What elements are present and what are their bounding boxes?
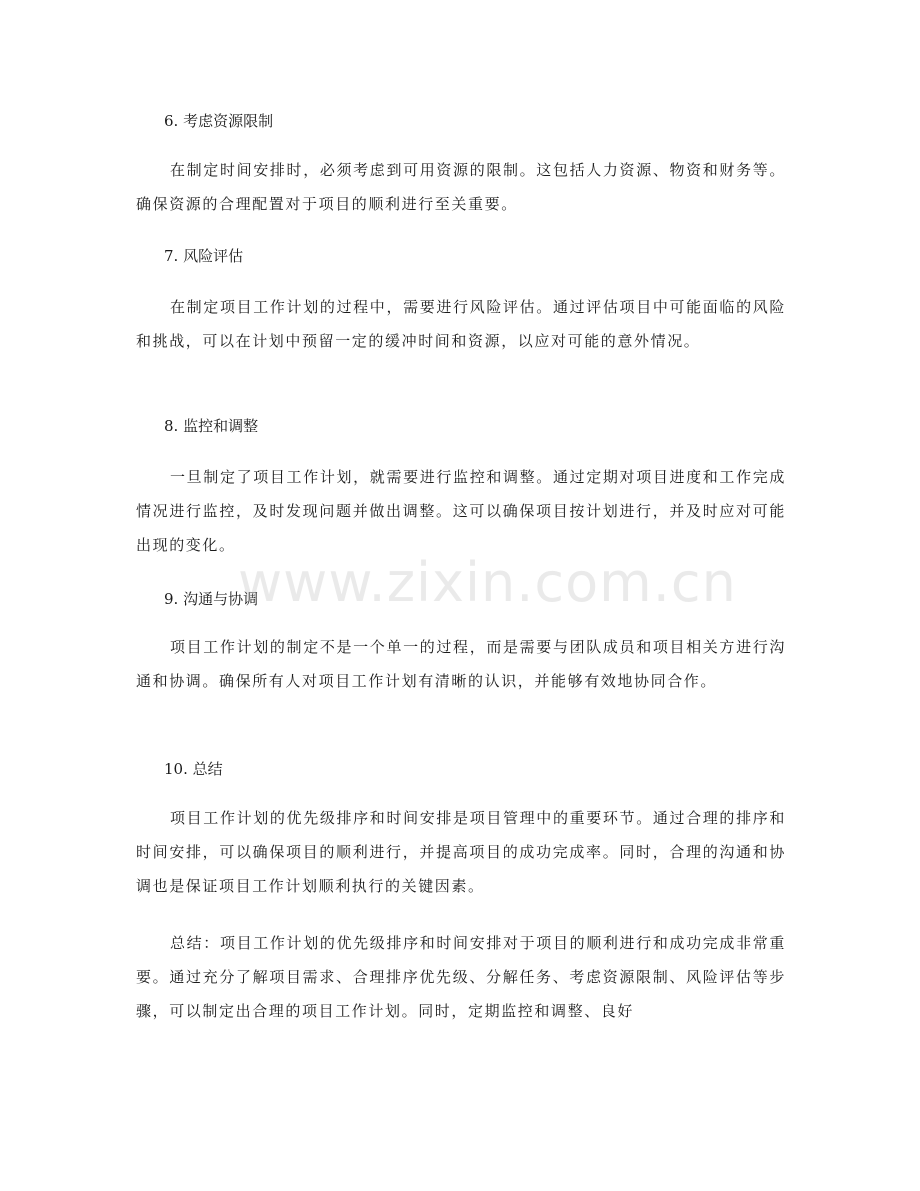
- section-text-8: 一旦制定了项目工作计划，就需要进行监控和调整。通过定期对项目进度和工作完成情况进行监控，及时发现问题并做出调整。这可以确保项目按计划进行，并及时应对可能出现的变化。: [136, 468, 786, 554]
- section-text-6: 在制定时间安排时，必须考虑到可用资源的限制。这包括人力资源、物资和财务等。确保资源的合理配置对于项目的顺利进行至关重要。: [136, 161, 786, 213]
- section-heading-6: 6. 考虑资源限制: [164, 112, 274, 130]
- watermark: www.zixin.com.cn: [238, 551, 737, 614]
- section-heading-8: 8. 监控和调整: [164, 417, 259, 435]
- section-text-9: 项目工作计划的制定不是一个单一的过程，而是需要与团队成员和项目相关方进行沟通和协调。确保所有人对项目工作计划有清晰的认识，并能够有效地协同合作。: [136, 638, 786, 690]
- summary-paragraph: 总结：项目工作计划的优先级排序和时间安排对于项目的顺利进行和成功完成非常重要。通过充分了解项目需求、合理排序优先级、分解任务、考虑资源限制、风险评估等步骤，可以制定出合理的项目工作计划。同时，定期监控和调整、良好: [136, 934, 786, 1020]
- section-text-7: 在制定项目工作计划的过程中，需要进行风险评估。通过评估项目中可能面临的风险和挑战，可以在计划中预留一定的缓冲时间和资源，以应对可能的意外情况。: [136, 298, 786, 350]
- section-heading-9: 9. 沟通与协调: [164, 590, 259, 608]
- section-text-10: 项目工作计划的优先级排序和时间安排是项目管理中的重要环节。通过合理的排序和时间安排，可以确保项目的顺利进行，并提高项目的成功完成率。同时，合理的沟通和协调也是保证项目工作计划顺利执行的关键因素。: [136, 809, 786, 895]
- section-heading-7: 7. 风险评估: [164, 247, 244, 265]
- section-heading-10: 10. 总结: [164, 760, 223, 778]
